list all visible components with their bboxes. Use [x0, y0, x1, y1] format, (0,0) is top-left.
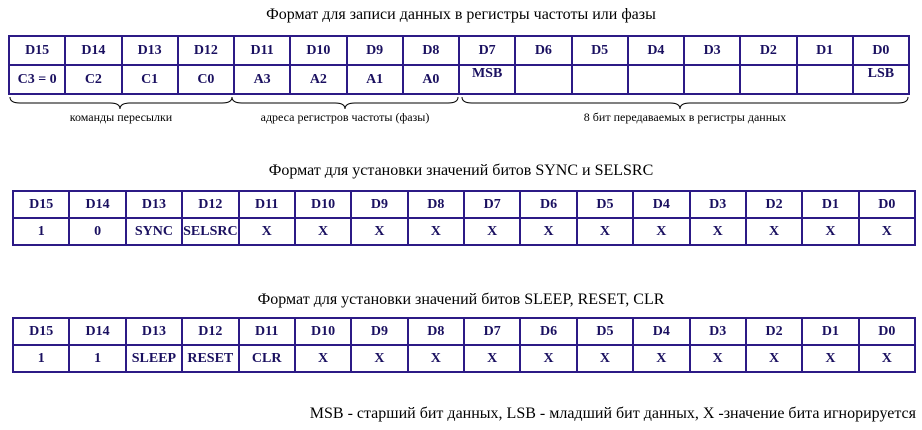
bit-header: D15: [9, 36, 65, 65]
bit-header: D5: [572, 36, 628, 65]
bit-header: D9: [351, 191, 407, 218]
bit-header: D3: [684, 36, 740, 65]
bit-header: D0: [853, 36, 909, 65]
bit-header: D4: [628, 36, 684, 65]
bit-header: D4: [633, 191, 689, 218]
bit-value: X: [295, 218, 351, 245]
bit-value: X: [690, 345, 746, 372]
bit-header: D14: [65, 36, 121, 65]
bit-value: CLR: [239, 345, 295, 372]
bit-value: MSB: [459, 65, 515, 94]
bit-header: D15: [13, 318, 69, 345]
bit-value: 0: [69, 218, 125, 245]
bit-header: D10: [295, 318, 351, 345]
bit-header: D7: [464, 191, 520, 218]
bit-header: D1: [797, 36, 853, 65]
bit-value: X: [295, 345, 351, 372]
bit-header: D3: [690, 191, 746, 218]
bit-value: X: [577, 345, 633, 372]
bit-value: C1: [122, 65, 178, 94]
bit-value: 1: [69, 345, 125, 372]
bit-value: [515, 65, 571, 94]
bit-header: D13: [122, 36, 178, 65]
brace-label-addresses: адреса регистров частоты (фазы): [260, 110, 430, 124]
bit-value: X: [633, 345, 689, 372]
bit-header: D8: [408, 318, 464, 345]
bit-value: [572, 65, 628, 94]
bit-value: X: [859, 218, 915, 245]
bit-header: D9: [347, 36, 403, 65]
bit-value: A0: [403, 65, 459, 94]
bit-value: X: [464, 345, 520, 372]
bit-value: A1: [347, 65, 403, 94]
bit-header: D2: [746, 318, 802, 345]
sleep-title: Формат для установки значений битов SLEEP, RESET, CLR: [257, 291, 665, 308]
bit-value: [797, 65, 853, 94]
bit-value: A2: [290, 65, 346, 94]
bit-header: D12: [182, 318, 238, 345]
bit-header: D5: [577, 318, 633, 345]
bit-value: LSB: [853, 65, 909, 94]
freq-phase-register-table: [8, 35, 910, 95]
bit-header: D11: [234, 36, 290, 65]
bit-header: D0: [859, 191, 915, 218]
bit-header: D13: [126, 191, 182, 218]
bit-header: D2: [746, 191, 802, 218]
bit-value: RESET: [182, 345, 238, 372]
bit-header: D3: [690, 318, 746, 345]
bit-header: D1: [802, 191, 858, 218]
bit-header: D13: [126, 318, 182, 345]
bit-header: D2: [740, 36, 796, 65]
bit-header: D8: [408, 191, 464, 218]
bit-header: D7: [459, 36, 515, 65]
bit-value: SLEEP: [126, 345, 182, 372]
bit-header: D8: [403, 36, 459, 65]
bit-value: X: [408, 345, 464, 372]
bit-value: A3: [234, 65, 290, 94]
bit-value: X: [520, 345, 576, 372]
bit-header: D7: [464, 318, 520, 345]
bit-header: D11: [239, 191, 295, 218]
bit-value: SELSRC: [182, 218, 238, 245]
bit-header: D0: [859, 318, 915, 345]
bit-value: X: [746, 218, 802, 245]
bit-value: [684, 65, 740, 94]
bit-header: D12: [182, 191, 238, 218]
bit-value: C0: [178, 65, 234, 94]
bit-header: D14: [69, 191, 125, 218]
bit-value: X: [802, 218, 858, 245]
brace-commands: [10, 97, 232, 109]
bit-value: X: [239, 218, 295, 245]
bit-value: X: [633, 218, 689, 245]
brace-label-data-bits: 8 бит передаваемых в регистры данных: [583, 110, 787, 124]
bit-header: D5: [577, 191, 633, 218]
bit-value: X: [690, 218, 746, 245]
bit-header: D12: [178, 36, 234, 65]
bit-header: D6: [520, 318, 576, 345]
bit-value: 1: [13, 218, 69, 245]
bit-value: X: [577, 218, 633, 245]
bit-value: X: [520, 218, 576, 245]
legend-footnote: MSB - старший бит данных, LSB - младший бит данных, X -значение бита игнорируется: [309, 405, 916, 422]
freq-phase-title: Формат для записи данных в регистры частоты или фазы: [266, 6, 656, 23]
bit-value: X: [351, 218, 407, 245]
bit-value: X: [464, 218, 520, 245]
bit-value: X: [351, 345, 407, 372]
bit-value: C2: [65, 65, 121, 94]
bit-value: X: [802, 345, 858, 372]
bit-header: D11: [239, 318, 295, 345]
bit-header: D6: [515, 36, 571, 65]
bit-header: D10: [290, 36, 346, 65]
bit-header: D4: [633, 318, 689, 345]
sleep-register-table: [12, 317, 916, 373]
bit-header: D14: [69, 318, 125, 345]
bit-value: 1: [13, 345, 69, 372]
bit-header: D6: [520, 191, 576, 218]
bit-value: [628, 65, 684, 94]
brace-data-bits: [462, 97, 908, 109]
sync-title: Формат для установки значений битов SYNC и SELSRC: [268, 162, 654, 179]
bit-value: SYNC: [126, 218, 182, 245]
bit-header: D9: [351, 318, 407, 345]
brace-label-commands: команды пересылки: [69, 110, 173, 124]
bit-value: X: [746, 345, 802, 372]
bit-value: X: [859, 345, 915, 372]
bit-header: D10: [295, 191, 351, 218]
brace-addresses: [232, 97, 458, 109]
bit-header: D1: [802, 318, 858, 345]
bit-value: X: [408, 218, 464, 245]
bit-header: D15: [13, 191, 69, 218]
bit-value: C3 = 0: [9, 65, 65, 94]
bit-value: [740, 65, 796, 94]
sync-register-table: [12, 190, 916, 246]
